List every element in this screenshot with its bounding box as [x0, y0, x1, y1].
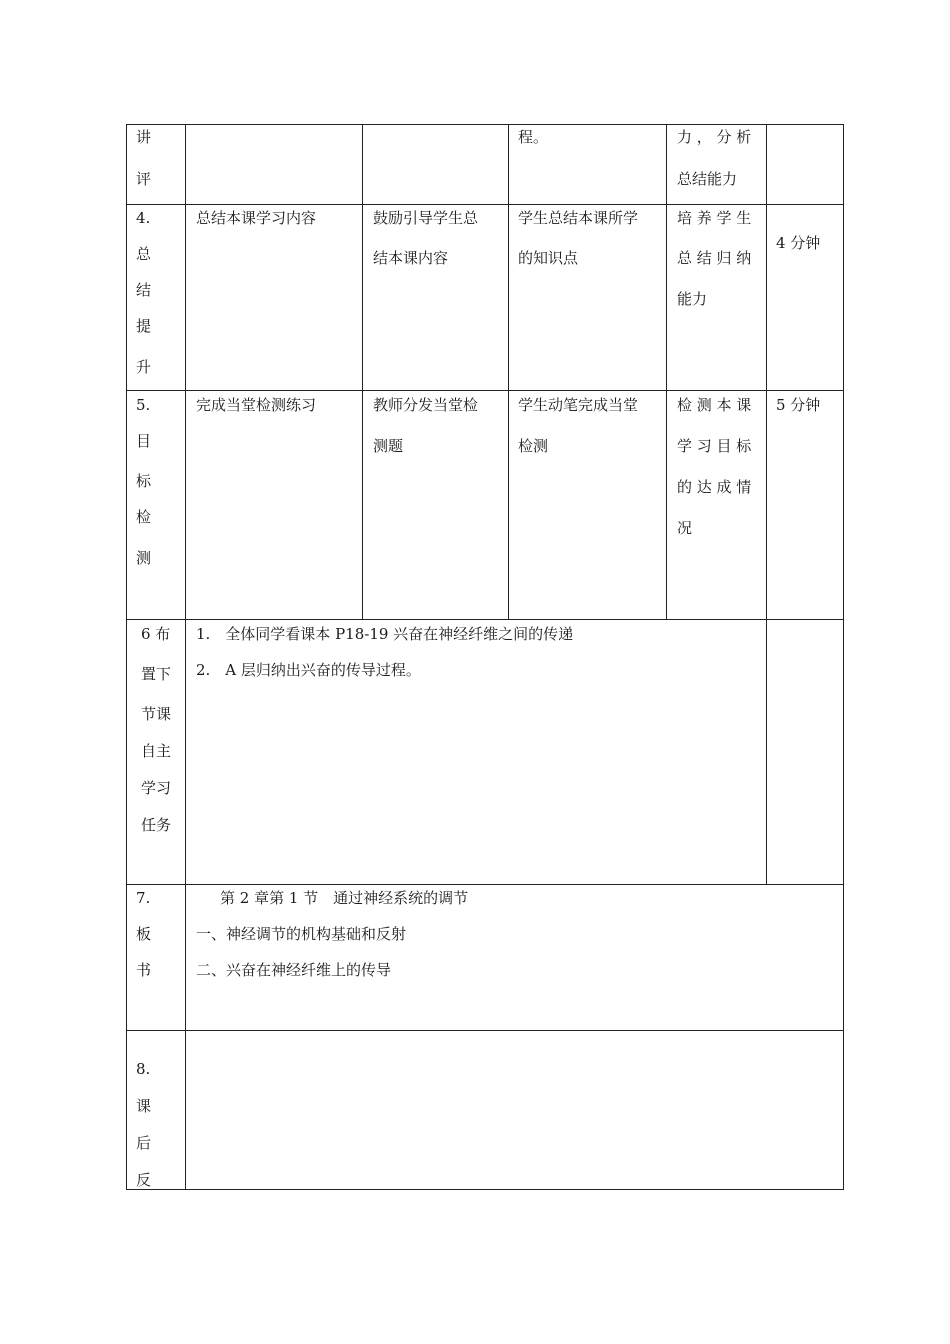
homework-item: 1. 全体同学看课本 P18-19 兴奋在神经纤维之间的传递 — [196, 625, 574, 643]
homework-item: 2. A 层归纳出兴奋的传导过程。 — [196, 661, 421, 679]
check-intent-line: 的 达 成 情 — [677, 478, 752, 496]
summary-intent-line: 培 养 学 生 — [677, 209, 752, 227]
label-char: 总 — [136, 245, 152, 263]
label-char: 置下 — [141, 665, 172, 683]
jiangping-process-text: 程。 — [518, 128, 549, 146]
table-border — [126, 619, 844, 620]
check-time: 5 分钟 — [776, 396, 821, 414]
summary-student-line: 的知识点 — [518, 249, 579, 267]
summary-intent-line: 总 结 归 纳 — [677, 249, 752, 267]
label-char: 任务 — [141, 816, 172, 834]
label-char: 书 — [136, 961, 152, 979]
label-char: 测 — [136, 549, 152, 567]
label-char: 结 — [136, 281, 152, 299]
table-border — [126, 884, 844, 885]
label-char: 检 — [136, 508, 152, 526]
table-border — [126, 124, 127, 1190]
board-line: 一、神经调节的机构基础和反射 — [196, 925, 407, 943]
table-border — [362, 124, 363, 620]
label-char: 板 — [136, 925, 152, 943]
label-char: 反 — [136, 1171, 152, 1189]
row-label-reflection — [136, 1059, 151, 1190]
check-content: 完成当堂检测练习 — [196, 396, 317, 414]
check-student-line: 学生动笔完成当堂 — [518, 396, 639, 414]
row-label-jiangping — [136, 127, 151, 189]
label-char: 讲 — [136, 128, 152, 146]
label-char: 4. — [136, 209, 151, 227]
check-intent-line: 况 — [677, 519, 693, 537]
board-title: 第 2 章第 1 节 通过神经系统的调节 — [220, 889, 469, 907]
label-char: 自主 — [141, 742, 172, 760]
row-label-board — [136, 888, 151, 980]
label-char: 6 布 — [141, 625, 171, 643]
table-border — [126, 124, 844, 125]
row-label-check — [136, 395, 151, 568]
summary-teacher-line: 结本课内容 — [373, 249, 449, 267]
check-teacher-line: 教师分发当堂检 — [373, 396, 479, 414]
check-teacher-line: 测题 — [373, 437, 404, 455]
label-char: 5. — [136, 396, 151, 414]
label-char: 节课 — [141, 705, 172, 723]
table-border — [126, 390, 844, 391]
label-char: 提 — [136, 317, 152, 335]
label-char: 学习 — [141, 779, 172, 797]
row-label-homework — [141, 624, 171, 835]
label-char: 8. — [136, 1060, 151, 1078]
summary-intent-line: 能力 — [677, 290, 708, 308]
jiangping-intent-line: 总结能力 — [677, 170, 738, 188]
label-char: 目 — [136, 432, 152, 450]
jiangping-intent-line: 力 ， 分 析 — [677, 128, 752, 146]
label-char: 7. — [136, 889, 151, 907]
summary-time: 4 分钟 — [776, 234, 821, 252]
table-border — [126, 1030, 844, 1031]
board-line: 二、兴奋在神经纤维上的传导 — [196, 961, 392, 979]
summary-content: 总结本课学习内容 — [196, 209, 317, 227]
row-label-summary — [136, 208, 151, 377]
check-intent-line: 学 习 目 标 — [677, 437, 752, 455]
table-border — [843, 124, 844, 1190]
table-border — [126, 1189, 844, 1190]
summary-student-line: 学生总结本课所学 — [518, 209, 639, 227]
check-student-line: 检测 — [518, 437, 549, 455]
label-char: 后 — [136, 1134, 152, 1152]
label-char: 升 — [136, 358, 152, 376]
table-border — [766, 124, 767, 885]
table-border — [126, 204, 844, 205]
label-char: 标 — [136, 472, 152, 490]
table-border — [185, 124, 186, 1190]
label-char: 评 — [136, 170, 152, 188]
table-border — [508, 124, 509, 620]
label-char: 课 — [136, 1097, 152, 1115]
check-intent-line: 检 测 本 课 — [677, 396, 752, 414]
summary-teacher-line: 鼓励引导学生总 — [373, 209, 479, 227]
table-border — [666, 124, 667, 620]
